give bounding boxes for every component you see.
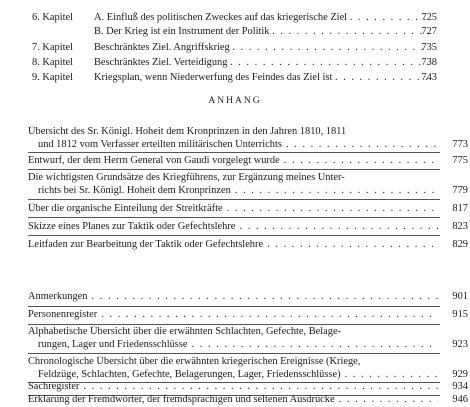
entry-divider <box>28 306 440 307</box>
toc-entry: Sachregister . . . 934 <box>28 381 438 394</box>
toc-entry: Über die organische Einteilung der Streitkräfte . . . 817 <box>28 203 438 216</box>
toc-entry: Erklärung der Fremdwörter, der fremdsprachigen und seltenen Ausdrücke . . . 946 <box>28 394 438 407</box>
section-heading-anhang: ANHANG <box>208 96 262 106</box>
toc-entry: Chronologische Übersicht über die erwähnten kriegerischen Ereignisse (Kriege, Feldzüge, Schlachten, Gefechte, Belagerungen, Lager, Friedensschlüsse) . . . 929 <box>28 356 438 381</box>
page-number: 735 <box>421 42 437 53</box>
entry-title: Kriegsplan, wenn Niederwerfung des Feindes das Ziel ist <box>94 72 333 83</box>
toc-row-kapitel-9 <box>0 72 470 84</box>
entry-divider <box>28 235 440 236</box>
entry-divider <box>28 169 440 170</box>
page-number: 727 <box>421 26 437 37</box>
page-number: 779 <box>452 184 468 196</box>
toc-row-kapitel-6a <box>0 12 470 24</box>
toc-entry: Skizze eines Planes zur Taktik oder Gefechtslehre . . . 823 <box>28 221 438 234</box>
entry-prefix: A. <box>94 12 105 23</box>
toc-entry: Entwurf, der dem Herrn General von Gaudi vorgelegt wurde . . . 775 <box>28 155 438 168</box>
toc-entry: Anmerkungen . . . 901 <box>28 291 438 304</box>
chapter-label: 8. Kapitel <box>32 57 73 68</box>
entry-divider <box>28 217 440 218</box>
toc-entry: Die wichtigsten Grundsätze des Kriegführens, zur Ergänzung meines Unter- richts bei Sr. Königl. Hoheit dem Kronprinzen . . . 779 <box>28 172 438 197</box>
page-number: 725 <box>421 12 437 23</box>
page-number: 946 <box>452 394 468 405</box>
page-number: 775 <box>452 155 468 166</box>
page-number: 738 <box>421 57 437 68</box>
entry-title: Beschränktes Ziel. Angriffskrieg <box>94 42 230 53</box>
page-number: 829 <box>452 239 468 250</box>
toc-entry: Personenregister . . . 915 <box>28 309 438 322</box>
page-number: 934 <box>452 381 468 392</box>
page-number: 773 <box>452 138 468 150</box>
entry-title: Der Krieg ist ein Instrument der Politik <box>106 26 270 37</box>
toc-row-kapitel-8 <box>0 57 470 69</box>
page-number: 817 <box>452 203 468 214</box>
chapter-label: 6. Kapitel <box>32 12 73 23</box>
entry-divider <box>28 199 440 200</box>
entry-title: Beschränktes Ziel. Verteidigung <box>94 57 228 68</box>
entry-divider <box>28 152 440 153</box>
page-number: 743 <box>421 72 437 83</box>
chapter-label: 9. Kapitel <box>32 72 73 83</box>
toc-entry: Alphabetische Übersicht über die erwähnten Schlachten, Gefechte, Belage- rungen, Lager und Friedensschlüsse . . . 923 <box>28 326 438 351</box>
page-number: 923 <box>452 338 468 350</box>
entry-title: Einfluß des politischen Zweckes auf das kriegerische Ziel <box>106 12 348 23</box>
toc-entry: Leitfaden zur Bearbeitung der Taktik oder Gefechtslehre . . . 829 <box>28 239 438 252</box>
entry-divider <box>28 324 440 325</box>
toc-row-kapitel-7 <box>0 42 470 54</box>
page-number: 901 <box>452 291 468 302</box>
toc-entry: Übersicht des Sr. Königl. Hoheit dem Kronprinzen in den Jahren 1810, 1811 und 1812 vom Verfasser erteilten militärischen Unterrichts . . . 773 <box>28 126 438 151</box>
page-number: 929 <box>452 368 468 380</box>
page-number: 915 <box>452 309 468 320</box>
toc-row-kapitel-6b <box>0 26 470 38</box>
page-number: 823 <box>452 221 468 232</box>
chapter-label: 7. Kapitel <box>32 42 73 53</box>
entry-divider <box>28 353 440 354</box>
entry-prefix: B. <box>94 26 104 37</box>
